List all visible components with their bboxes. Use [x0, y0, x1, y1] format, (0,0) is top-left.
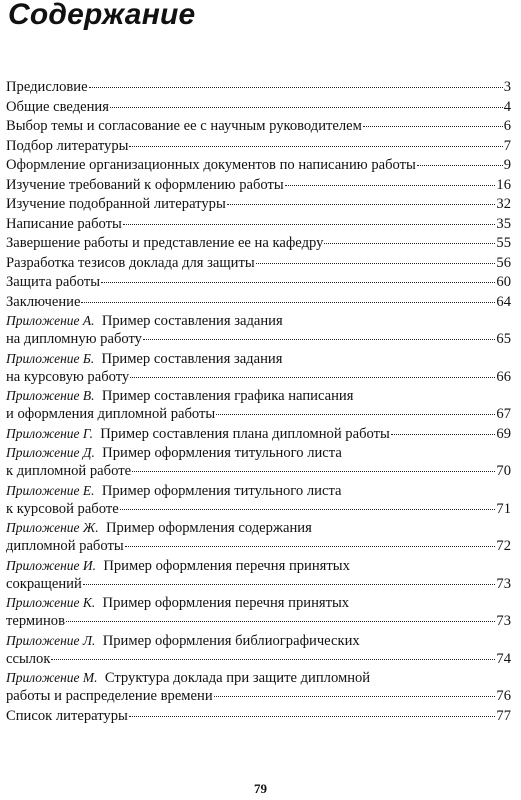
dot-leader — [324, 242, 495, 244]
page-title: Содержание — [8, 0, 196, 31]
toc-entry — [6, 254, 511, 274]
toc-entry-title: на дипломную работу — [6, 331, 142, 347]
toc-page-number: 70 — [496, 463, 511, 479]
toc-page-number: 67 — [496, 406, 511, 422]
toc-entry — [6, 557, 511, 595]
dot-leader — [101, 281, 495, 283]
toc-entry-title: Пример составления плана дипломной работы — [100, 425, 390, 442]
dot-leader — [66, 620, 495, 622]
toc-entry-line — [6, 462, 511, 480]
toc-entry-line — [6, 444, 511, 462]
toc-entry-title: Общие сведения — [6, 98, 109, 115]
toc-entry-title: Выбор темы и согласование ее с научным руководителем — [6, 118, 362, 134]
toc-page-number: 74 — [496, 650, 511, 667]
toc-entry — [6, 387, 511, 425]
toc-entry — [6, 156, 511, 176]
toc-page-number: 55 — [496, 235, 511, 251]
toc-page-number: 71 — [496, 500, 511, 517]
dot-leader — [89, 86, 503, 88]
toc-entry — [6, 707, 511, 727]
toc-entry-line — [6, 293, 511, 311]
toc-entry-title: сокращений — [6, 575, 82, 592]
appendix-label: Приложение М. — [6, 670, 98, 685]
toc-entry-title: Пример оформления титульного листа — [101, 482, 342, 499]
toc-page-number: 4 — [503, 98, 511, 115]
toc-entry-line — [6, 156, 511, 174]
dot-leader — [129, 145, 502, 147]
toc-page-number: 9 — [503, 157, 511, 173]
toc-entry-title: к курсовой работе — [6, 500, 119, 517]
appendix-label: Приложение И. — [6, 557, 97, 573]
toc-entry — [6, 425, 511, 445]
toc-entry — [6, 176, 511, 196]
dot-leader — [83, 583, 496, 585]
toc-page-number: 16 — [496, 176, 511, 193]
toc-entry-title: Пример составления задания — [101, 350, 283, 367]
toc-entry-line — [6, 482, 511, 500]
toc-entry-title: Оформление организационных документов по написанию работы — [6, 157, 416, 173]
toc-entry-line — [6, 78, 511, 96]
dot-leader — [130, 376, 495, 378]
page-number: 79 — [254, 781, 267, 796]
toc-entry-title: дипломной работы — [6, 538, 124, 554]
toc-entry-line — [6, 273, 511, 291]
toc-entry-title: Защита работы — [6, 274, 101, 290]
toc-entry-line — [6, 350, 511, 368]
toc-entry — [6, 215, 511, 235]
toc-page-number: 35 — [496, 215, 511, 232]
dot-leader — [214, 695, 496, 697]
toc-entry — [6, 594, 511, 632]
appendix-label: Приложение А. — [6, 313, 95, 328]
appendix-label: Приложение К. — [6, 595, 96, 610]
toc-entry-line — [6, 612, 511, 630]
toc-page-number: 56 — [496, 254, 511, 271]
toc-entry-line — [6, 500, 511, 518]
appendix-label: Приложение Д. — [6, 445, 95, 460]
toc-entry-title: ссылок — [6, 650, 51, 667]
dot-leader — [129, 715, 496, 717]
toc-page-number: 3 — [503, 79, 511, 95]
toc-entry-line — [6, 387, 511, 405]
appendix-label: Приложение Б. — [6, 350, 95, 366]
dot-leader — [256, 262, 496, 264]
appendix-label: Приложение Ж. — [6, 520, 99, 535]
table-of-contents — [6, 78, 511, 726]
dot-leader — [417, 164, 503, 166]
toc-page-number: 66 — [496, 368, 511, 385]
toc-entry-line — [6, 557, 511, 575]
toc-entry-title: Изучение требований к оформлению работы — [6, 176, 284, 193]
toc-entry — [6, 78, 511, 98]
toc-entry-line — [6, 215, 511, 233]
toc-entry — [6, 117, 511, 137]
toc-entry-title: на курсовую работу — [6, 368, 130, 385]
toc-entry-line — [6, 98, 511, 116]
toc-page-number: 73 — [496, 575, 511, 592]
toc-entry — [6, 519, 511, 557]
toc-entry-title: Список литературы — [6, 707, 128, 724]
dot-leader — [81, 301, 495, 303]
dot-leader — [143, 338, 495, 340]
toc-entry-title: Разработка тезисов доклада для защиты — [6, 254, 255, 271]
toc-entry — [6, 669, 511, 707]
toc-entry-title: Заключение — [6, 293, 81, 310]
toc-entry-title: Пример составления задания — [101, 313, 283, 329]
toc-entry-line — [6, 137, 511, 155]
toc-entry-line — [6, 117, 511, 135]
toc-page-number: 65 — [496, 331, 511, 347]
appendix-label: Приложение Е. — [6, 482, 95, 498]
toc-entry — [6, 273, 511, 293]
toc-page-number: 76 — [496, 688, 511, 704]
toc-entry-line — [6, 632, 511, 650]
toc-entry-line — [6, 519, 511, 537]
toc-page-number: 69 — [496, 425, 511, 442]
toc-entry-line — [6, 195, 511, 213]
toc-entry-line — [6, 254, 511, 272]
toc-entry-title: Пример оформления перечня принятых — [102, 595, 350, 611]
toc-entry — [6, 137, 511, 157]
toc-page-number: 60 — [496, 274, 511, 290]
toc-entry — [6, 444, 511, 482]
toc-entry-line — [6, 650, 511, 668]
dot-leader — [123, 223, 496, 225]
toc-entry-line — [6, 537, 511, 555]
toc-entry — [6, 293, 511, 313]
toc-page-number: 73 — [496, 613, 511, 629]
toc-entry-line — [6, 330, 511, 348]
toc-entry-title: к дипломной работе — [6, 463, 132, 479]
toc-entry-title: Пример оформления содержания — [105, 520, 312, 536]
toc-entry-title: Завершение работы и представление ее на кафедру — [6, 235, 324, 251]
dot-leader — [125, 545, 496, 547]
toc-entry-line — [6, 176, 511, 194]
toc-entry-title: Написание работы — [6, 215, 122, 232]
dot-leader — [285, 184, 496, 186]
toc-entry-title: и оформления дипломной работы — [6, 406, 216, 422]
dot-leader — [216, 413, 495, 415]
toc-entry-title: Пример оформления библиографических — [102, 632, 360, 649]
dot-leader — [132, 470, 495, 472]
toc-entry-line — [6, 707, 511, 725]
dot-leader — [51, 658, 495, 660]
toc-entry-line — [6, 687, 511, 705]
toc-page-number: 6 — [503, 118, 511, 134]
appendix-label: Приложение Л. — [6, 632, 96, 648]
toc-page-number: 64 — [496, 293, 511, 310]
toc-entry-title: работы и распределение времени — [6, 688, 213, 704]
toc-entry-line — [6, 669, 511, 687]
toc-entry-title: терминов — [6, 613, 65, 629]
toc-entry — [6, 98, 511, 118]
dot-leader — [120, 508, 496, 510]
toc-entry-line — [6, 312, 511, 330]
toc-entry-line — [6, 405, 511, 423]
toc-entry-title: Пример оформления перечня принятых — [103, 557, 350, 574]
toc-entry-title: Изучение подобранной литературы — [6, 196, 226, 212]
toc-entry-title: Предисловие — [6, 79, 88, 95]
toc-page-number: 7 — [503, 137, 511, 154]
toc-entry-line — [6, 234, 511, 252]
dot-leader — [227, 203, 496, 205]
dot-leader — [110, 106, 503, 108]
toc-entry — [6, 350, 511, 388]
appendix-label: Приложение Г. — [6, 425, 93, 441]
toc-entry — [6, 632, 511, 670]
toc-entry-line — [6, 594, 511, 612]
toc-entry-line — [6, 425, 511, 443]
appendix-label: Приложение В. — [6, 388, 95, 403]
toc-entry — [6, 312, 511, 350]
toc-entry — [6, 234, 511, 254]
toc-entry-line — [6, 368, 511, 386]
toc-entry — [6, 195, 511, 215]
toc-entry-title: Пример оформления титульного листа — [102, 445, 342, 461]
toc-page-number: 77 — [496, 707, 511, 724]
toc-entry-title: Структура доклада при защите дипломной — [104, 670, 371, 686]
toc-page-number: 32 — [496, 196, 511, 212]
toc-page-number: 72 — [496, 538, 511, 554]
toc-entry-title: Подбор литературы — [6, 137, 129, 154]
toc-entry-title: Пример составления графика написания — [101, 388, 354, 404]
toc-entry — [6, 482, 511, 520]
dot-leader — [391, 433, 496, 435]
toc-entry-line — [6, 575, 511, 593]
dot-leader — [363, 125, 503, 127]
